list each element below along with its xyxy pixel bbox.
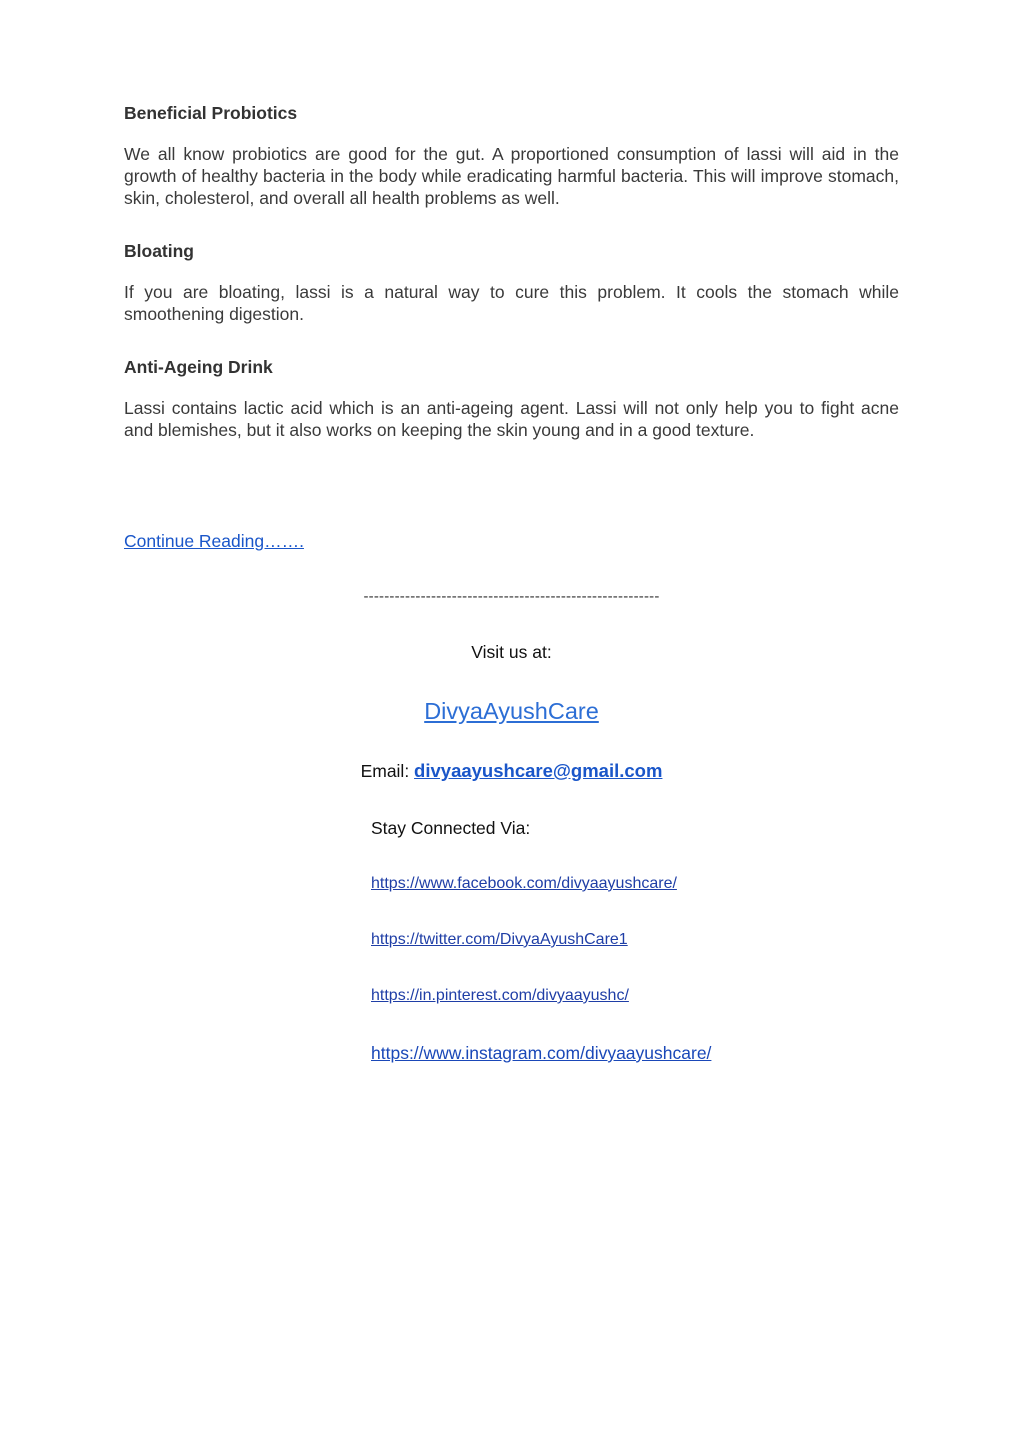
section-bloating xyxy=(124,240,899,325)
continue-reading-link[interactable]: Continue Reading……. xyxy=(124,531,304,551)
twitter-link[interactable]: https://twitter.com/DivyaAyushCare1 xyxy=(371,931,628,948)
section-anti-ageing-drink xyxy=(124,356,899,441)
section-heading: Beneficial Probiotics xyxy=(124,103,298,123)
brand-link-row xyxy=(0,696,1023,726)
email-label: Email: xyxy=(360,761,415,781)
email-link[interactable]: divyaayushcare@gmail.com xyxy=(414,760,663,781)
article-content xyxy=(124,102,899,472)
section-heading: Anti-Ageing Drink xyxy=(124,357,273,377)
email-row xyxy=(0,759,1023,783)
instagram-link[interactable]: https://www.instagram.com/divyaayushcare/ xyxy=(371,1043,712,1063)
pinterest-link[interactable]: https://in.pinterest.com/divyaayushc/ xyxy=(371,987,629,1004)
section-body: If you are bloating, lassi is a natural way to cure this problem. It cools the stomach while smoothening digestion. xyxy=(124,282,899,324)
facebook-link[interactable]: https://www.facebook.com/divyaayushcare/ xyxy=(371,875,677,892)
section-body: Lassi contains lactic acid which is an anti-ageing agent. Lassi will not only help you to fight acne and blemishes, but it also works on keeping the skin young and in a good texture. xyxy=(124,398,899,440)
divider-line: --------------------------------------------------------- xyxy=(363,588,660,605)
brand-link[interactable]: DivyaAyushCare xyxy=(424,698,599,724)
section-beneficial-probiotics xyxy=(124,102,899,209)
stay-connected-label: Stay Connected Via: xyxy=(371,818,531,838)
visit-us-label: Visit us at: xyxy=(471,642,552,662)
section-body: We all know probiotics are good for the gut. A proportioned consumption of lassi will aid in the growth of healthy bacteria in the body while eradicating harmful bacteria. This will improve stomach, skin, cholesterol, and overall all health problems as well. xyxy=(124,144,899,208)
section-heading: Bloating xyxy=(124,241,194,261)
